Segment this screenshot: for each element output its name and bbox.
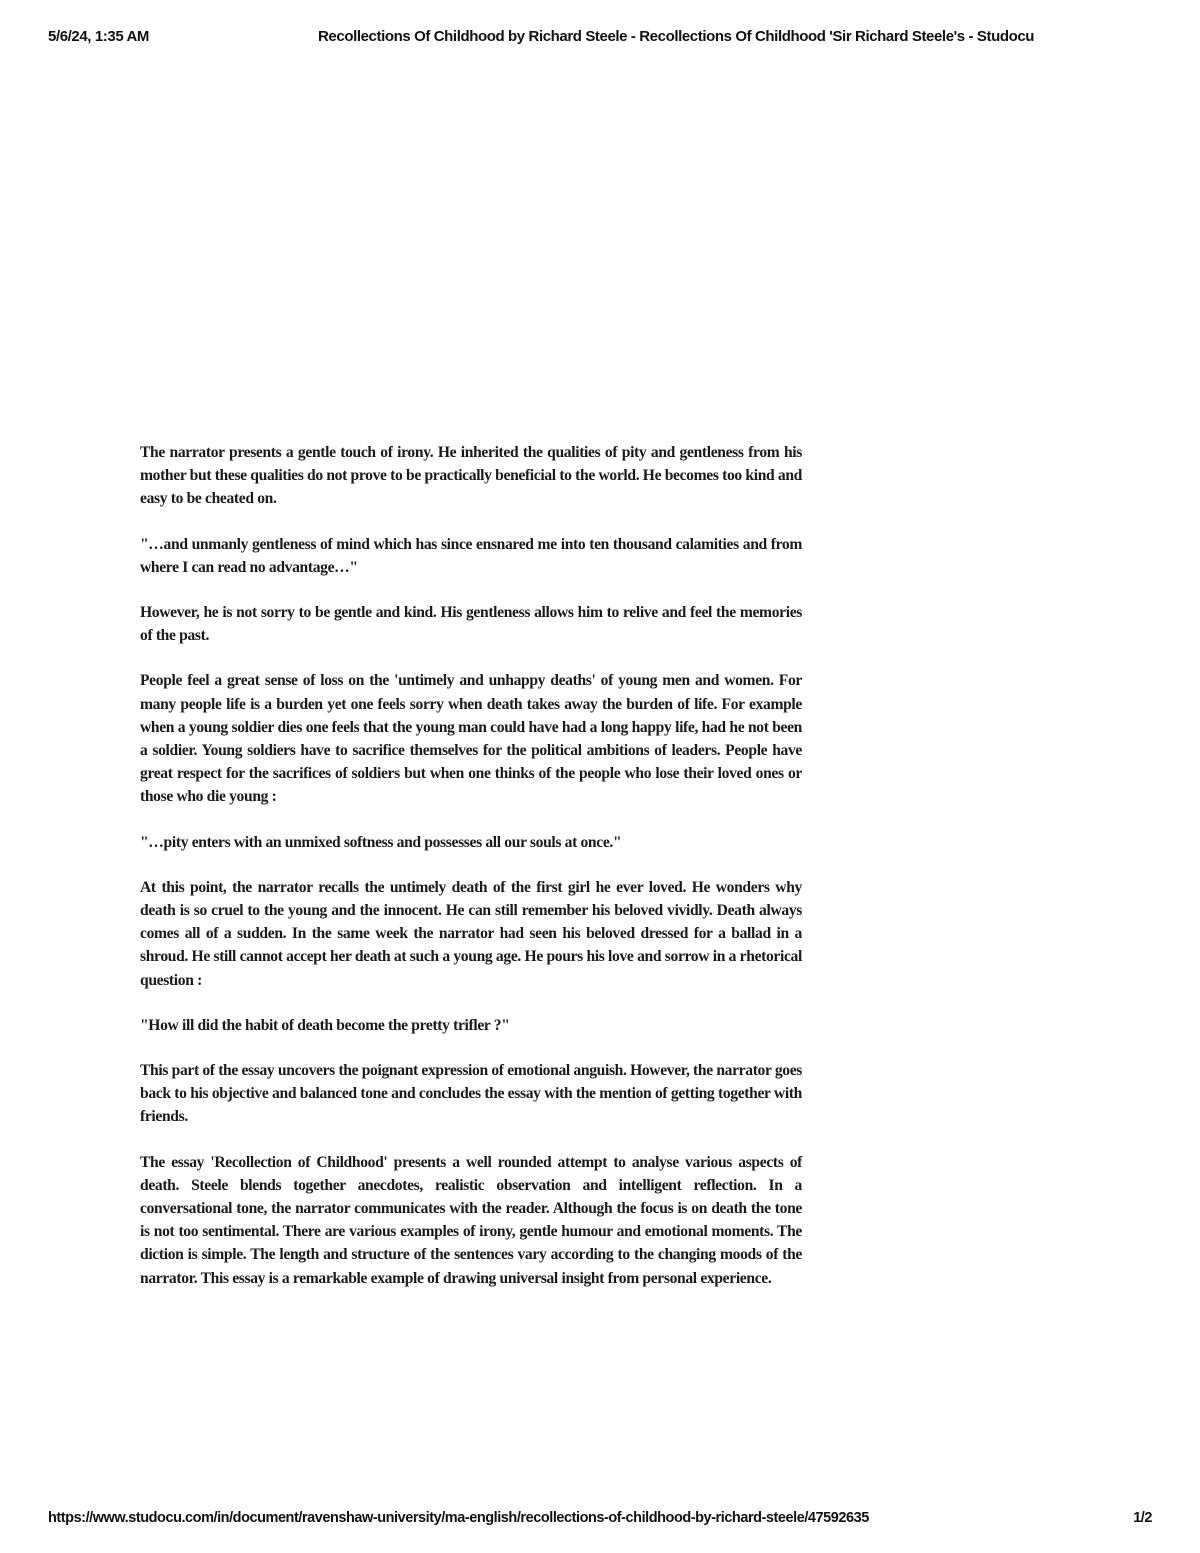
quote-unmanly-gentleness: "…and unmanly gentleness of mind which has since ensnared me into ten thousand calamities and from where I can read no advantage…" — [140, 535, 802, 576]
paragraph-not-sorry: However, he is not sorry to be gentle and kind. His gentleness allows him to relive and feel the memories of the past. — [140, 604, 802, 645]
document-title: Recollections Of Childhood by Richard Steele - Recollections Of Childhood 'Sir Richard Steele's - Studocu — [318, 28, 1035, 45]
print-header — [48, 28, 1152, 48]
print-datetime: 5/6/24, 1:35 AM — [48, 28, 149, 45]
quote-pretty-trifler: "How ill did the habit of death become the pretty trifler ?" — [140, 1016, 510, 1034]
page-number: 1/2 — [1133, 1510, 1152, 1526]
document-body — [140, 441, 802, 1312]
paragraph-untimely-deaths: People feel a great sense of loss on the 'untimely and unhappy deaths' of young men and women. For many people life is a burden yet one feels sorry when death takes away the burden of life. For example when a young soldier dies one feels that the young man could have had a long happy life, had he not been a soldier. Young soldiers have to sacrifice themselves for the political ambitions of leaders. People have great respect for the sacrifices of soldiers but when one thinks of the people who lose their loved ones or those who die young : — [140, 672, 802, 806]
quote-pity-enters: "…pity enters with an unmixed softness and possesses all our souls at once." — [140, 833, 622, 851]
paragraph-emotional-anguish: This part of the essay uncovers the poignant expression of emotional anguish. However, the narrator goes back to his objective and balanced tone and concludes the essay with the mention of getting together with friends. — [140, 1062, 802, 1126]
page-url: https://www.studocu.com/in/document/ravenshaw-university/ma-english/recollections-of-childhood-by-richard-steele/47592635 — [48, 1510, 869, 1526]
paragraph-conclusion: The essay 'Recollection of Childhood' presents a well rounded attempt to analyse various aspects of death. Steele blends together anecdotes, realistic observation and intelligent reflection. In a conversational tone, the narrator communicates with the reader. Although the focus is on death the tone is not too sentimental. There are various examples of irony, gentle humour and emotional moments. The diction is simple. The length and structure of the sentences vary according to the changing moods of the narrator. This essay is a remarkable example of drawing universal insight from personal experience. — [140, 1153, 802, 1287]
paragraph-first-girl: At this point, the narrator recalls the untimely death of the first girl he ever loved. He wonders why death is so cruel to the young and the innocent. He can still remember his beloved vividly. Death always comes all of a sudden. In the same week the narrator had seen his beloved dressed for a ballad in a shroud. He still cannot accept her death at such a young age. He pours his love and sorrow in a rhetorical question : — [140, 878, 802, 989]
print-footer — [48, 1510, 1152, 1530]
paragraph-irony: The narrator presents a gentle touch of irony. He inherited the qualities of pity and gentleness from his mother but these qualities do not prove to be practically beneficial to the world. He becomes too kind and easy to be cheated on. — [140, 444, 802, 508]
